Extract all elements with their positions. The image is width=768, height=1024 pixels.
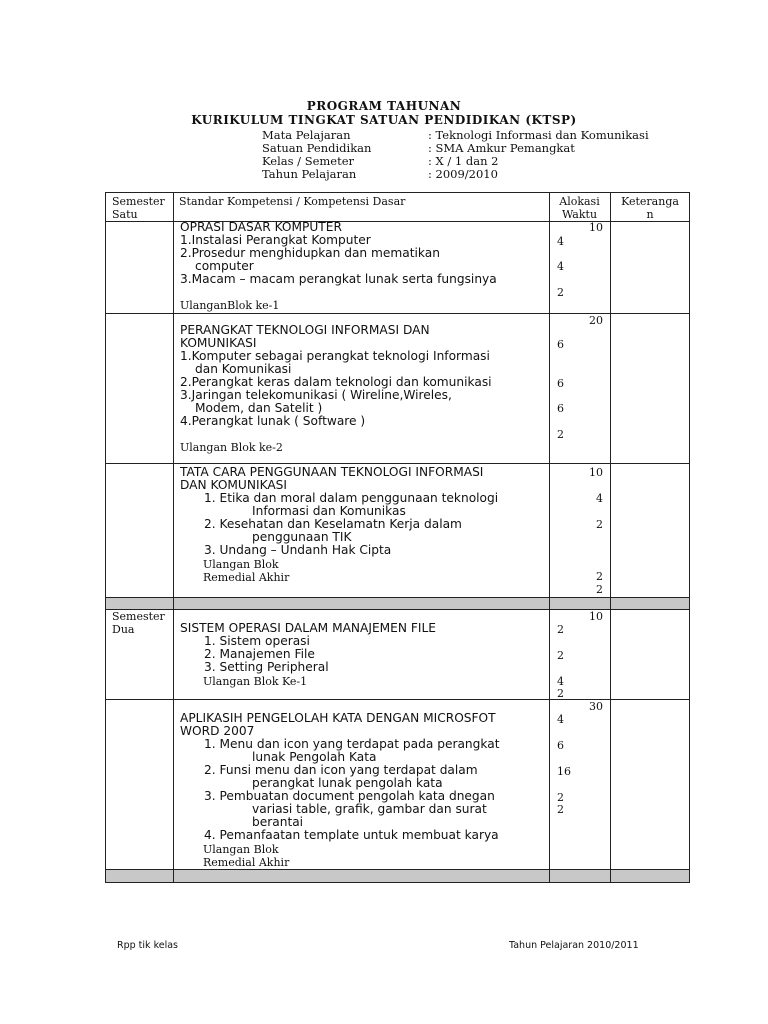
list-item: 2. Manajemen File: [204, 647, 315, 661]
block-title: WORD 2007: [180, 724, 255, 738]
list-item: 2. Kesehatan dan Keselamatn Kerja dalam: [204, 517, 462, 531]
alokasi-value: 6: [557, 377, 564, 390]
ulangan-label: Ulangan Blok Ke-1: [203, 675, 308, 688]
alokasi-value: 2: [596, 518, 603, 531]
table-column-divider: [610, 193, 611, 882]
alokasi-value: 2: [557, 286, 564, 299]
info-value: : X / 1 dan 2: [428, 154, 499, 168]
alokasi-value: 2: [557, 687, 564, 700]
list-item: berantai: [252, 815, 304, 829]
semester-dua-label: Semester Dua: [112, 610, 165, 636]
alokasi-value: 6: [557, 739, 564, 752]
block-title: TATA CARA PENGGUNAAN TEKNOLOGI INFORMASI: [180, 465, 484, 479]
alokasi-value: 2: [596, 583, 603, 596]
header-standar: Standar Kompetensi / Kompetensi Dasar: [179, 195, 406, 208]
alokasi-value: 4: [596, 492, 603, 505]
alokasi-total: 20: [589, 314, 603, 327]
list-item: 1.Instalasi Perangkat Komputer: [180, 233, 371, 247]
info-value: : Teknologi Informasi dan Komunikasi: [428, 128, 649, 142]
list-item: lunak Pengolah Kata: [252, 750, 377, 764]
alokasi-value: 16: [557, 765, 571, 778]
list-item: Modem, dan Satelit ): [195, 401, 323, 415]
document-title: PROGRAM TAHUNAN: [306, 99, 462, 113]
block-title: KOMUNIKASI: [180, 336, 257, 350]
table-separator-row: [106, 597, 689, 609]
alokasi-value: 2: [557, 803, 564, 816]
alokasi-value: 6: [557, 402, 564, 415]
list-item: 4.Perangkat lunak ( Software ): [180, 414, 366, 428]
block-title: DAN KOMUNIKASI: [180, 478, 288, 492]
list-item: 1. Sistem operasi: [204, 634, 310, 648]
alokasi-total: 10: [589, 466, 603, 479]
header-semester: Semester Satu: [112, 195, 165, 221]
alokasi-total: 10: [589, 221, 603, 234]
alokasi-value: 2: [557, 791, 564, 804]
alokasi-value: 2: [557, 623, 564, 636]
list-item: Informasi dan Komunikas: [252, 504, 406, 518]
table-row-divider: [106, 463, 689, 464]
list-item: 3. Setting Peripheral: [204, 660, 329, 674]
list-item: 2. Funsi menu dan icon yang terdapat dalam: [204, 763, 478, 777]
list-item: perangkat lunak pengolah kata: [252, 776, 443, 790]
ulangan-label: Ulangan Blok ke-2: [180, 441, 283, 454]
list-item: 3.Jaringan telekomunikasi ( Wireline,Wireles,: [180, 388, 452, 402]
info-value: : 2009/2010: [428, 167, 498, 181]
table-separator-row: [106, 869, 689, 882]
table-column-divider: [549, 193, 550, 882]
info-label: Mata Pelajaran: [262, 128, 351, 142]
list-item: 3.Macam – macam perangkat lunak serta fungsinya: [180, 272, 497, 286]
block-title: APLIKASIH PENGELOLAH KATA DENGAN MICROSFOT: [180, 711, 496, 725]
info-label: Satuan Pendidikan: [262, 141, 372, 155]
list-item: 1.Komputer sebagai perangkat teknologi Informasi: [180, 349, 490, 363]
ulangan-label: UlanganBlok ke-1: [180, 299, 280, 312]
block-title: SISTEM OPERASI DALAM MANAJEMEN FILE: [180, 621, 436, 635]
table-row-divider: [106, 869, 689, 870]
info-value: : SMA Amkur Pemangkat: [428, 141, 575, 155]
list-item: 2.Perangkat keras dalam teknologi dan komunikasi: [180, 375, 492, 389]
document-subtitle: KURIKULUM TINGKAT SATUAN PENDIDIKAN (KTSP): [191, 113, 577, 127]
ulangan-label: Ulangan Blok: [203, 558, 279, 571]
alokasi-value: 2: [557, 428, 564, 441]
list-item: dan Komunikasi: [195, 362, 292, 376]
table-column-divider: [173, 193, 174, 882]
list-item: 2.Prosedur menghidupkan dan mematikan: [180, 246, 440, 260]
alokasi-value: 4: [557, 713, 564, 726]
list-item: 4. Pemanfaatan template untuk membuat karya: [204, 828, 499, 842]
alokasi-value: 4: [557, 675, 564, 688]
list-item: computer: [195, 259, 254, 273]
alokasi-value: 6: [557, 338, 564, 351]
list-item: penggunaan TIK: [252, 530, 352, 544]
ulangan-label: Ulangan Blok: [203, 843, 279, 856]
alokasi-total: 10: [589, 610, 603, 623]
alokasi-value: 2: [596, 570, 603, 583]
alokasi-value: 4: [557, 260, 564, 273]
block-title: OPRASI DASAR KOMPUTER: [180, 220, 342, 234]
table-row-divider: [106, 597, 689, 598]
block-title: PERANGKAT TEKNOLOGI INFORMASI DAN: [180, 323, 430, 337]
remedial-label: Remedial Akhir: [203, 571, 290, 584]
info-label: Kelas / Semeter: [262, 154, 355, 168]
footer-right-text: Tahun Pelajaran 2010/2011: [509, 940, 639, 951]
list-item: 1. Menu dan icon yang terdapat pada perangkat: [204, 737, 500, 751]
alokasi-value: 4: [557, 235, 564, 248]
list-item: 1. Etika dan moral dalam penggunaan teknologi: [204, 491, 499, 505]
list-item: variasi table, grafik, gambar dan surat: [252, 802, 487, 816]
footer-left-text: Rpp tik kelas: [117, 940, 178, 951]
program-table: [105, 192, 690, 883]
header-keterangan: Keteranga n: [621, 195, 679, 221]
alokasi-total: 30: [589, 700, 603, 713]
list-item: 3. Pembuatan document pengolah kata dnegan: [204, 789, 495, 803]
info-label: Tahun Pelajaran: [262, 167, 357, 181]
alokasi-value: 2: [557, 649, 564, 662]
remedial-label: Remedial Akhir: [203, 856, 290, 869]
header-alokasi: Alokasi Waktu: [559, 195, 600, 221]
list-item: 3. Undang – Undanh Hak Cipta: [204, 543, 392, 557]
